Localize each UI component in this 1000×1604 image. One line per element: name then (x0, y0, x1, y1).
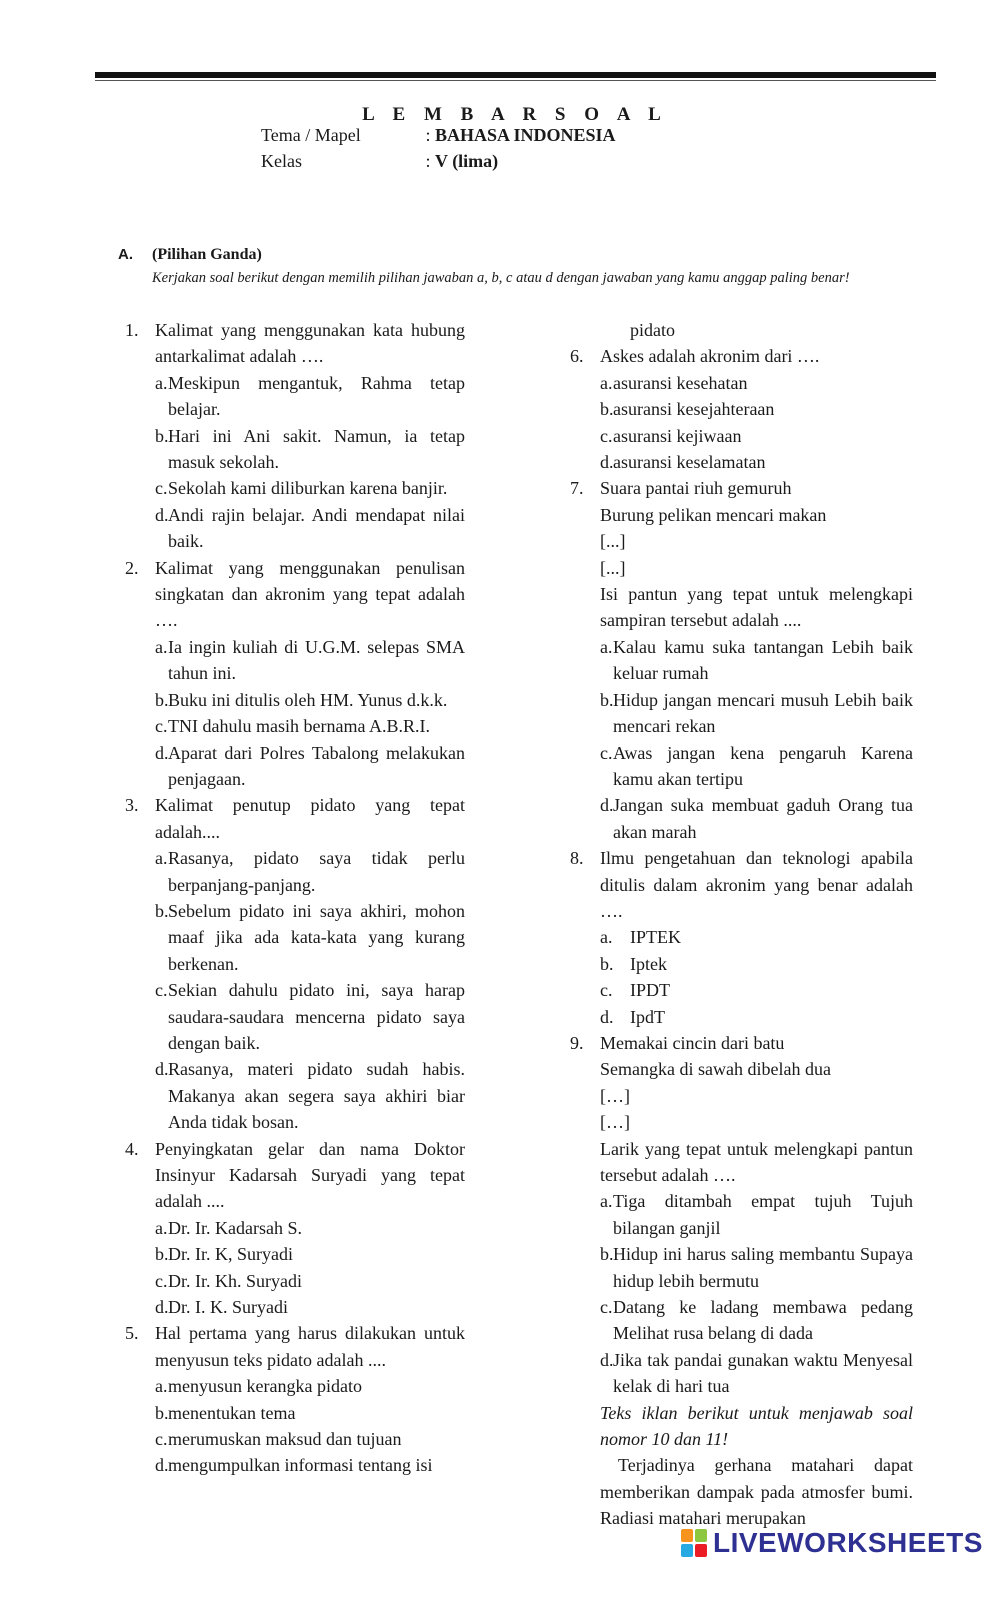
option-letter: b. (600, 689, 614, 710)
option-1a[interactable] (125, 370, 465, 423)
kelas-value: V (lima) (435, 151, 499, 171)
option-letter: b. (155, 425, 169, 446)
option-letter: d. (600, 1006, 614, 1027)
option-text: asuransi keselamatan (613, 452, 766, 473)
option-8a[interactable] (570, 924, 913, 950)
kelas-label: Kelas (261, 151, 302, 171)
question-number: 2. (125, 557, 139, 578)
option-letter: a. (600, 1191, 613, 1212)
option-7c[interactable] (570, 740, 913, 793)
option-text: Aparat dari Polres Tabalong melakukan penjagaan. (168, 742, 465, 789)
option-text: asuransi kesejahteraan (613, 399, 775, 420)
option-letter: c. (155, 980, 168, 1001)
option-4a[interactable] (125, 1215, 465, 1241)
question-1 (125, 317, 465, 370)
section-title: (Pilihan Ganda) (152, 246, 262, 263)
option-letter: b. (600, 399, 614, 420)
option-text: Sekolah kami diliburkan karena banjir. (168, 478, 448, 499)
option-text: Jangan suka membuat gaduh Orang tua akan marah (613, 795, 913, 842)
logo-tile (681, 1544, 693, 1557)
pantun-line: Suara pantai riuh gemuruh (600, 478, 792, 499)
top-rule (95, 72, 936, 78)
question-number: 8. (570, 848, 584, 869)
option-1c[interactable] (125, 475, 465, 501)
logo-tile (695, 1529, 707, 1542)
right-column (570, 317, 913, 1532)
option-6a[interactable] (570, 370, 913, 396)
option-letter: a. (600, 636, 613, 657)
option-3c[interactable] (125, 977, 465, 1056)
question-8 (570, 845, 913, 924)
question-text: Hal pertama yang harus dilakukan untuk menyusun teks pidato adalah .... (155, 1323, 465, 1370)
option-text: Andi rajin belajar. Andi mendapat nilai baik. (168, 504, 465, 552)
option-text: Sebelum pidato ini saya akhiri, mohon maaf jika ada kata-kata yang kurang berkenan. (168, 900, 465, 974)
passage-text: Terjadinya gerhana matahari dapat memberikan dampak pada atmosfer bumi. Radiasi matahari merupakan (600, 1455, 913, 1529)
option-letter: c. (600, 742, 613, 763)
question-2 (125, 555, 465, 634)
liveworksheets-wordmark: LIVEWORKSHEETS (713, 1527, 983, 1558)
option-4b[interactable] (125, 1241, 465, 1267)
option-letter: c. (155, 1429, 168, 1450)
option-text: IPDT (630, 980, 670, 1001)
kelas-colon: : (425, 151, 431, 171)
option-text: IpdT (630, 1006, 665, 1027)
question-number: 7. (570, 478, 584, 499)
option-3d[interactable] (125, 1056, 465, 1135)
option-letter: a. (155, 1376, 168, 1397)
option-text: Kalau kamu suka tantangan Lebih baik keluar rumah (613, 636, 913, 684)
option-letter: a. (155, 848, 168, 869)
pantun-blank: […] (600, 1085, 630, 1106)
question-text: Larik yang tepat untuk melengkapi pantun tersebut adalah …. (600, 1138, 913, 1185)
liveworksheets-icon (681, 1529, 707, 1557)
option-letter: c. (600, 1297, 613, 1318)
option-5d-continuation: pidato (630, 320, 675, 340)
pantun-line: Memakai cincin dari batu (600, 1032, 785, 1053)
option-letter: a. (155, 636, 168, 657)
question-5 (125, 1320, 465, 1373)
option-text: Dr. Ir. Kh. Suryadi (168, 1270, 302, 1291)
option-letter: a. (600, 372, 613, 393)
question-9 (570, 1030, 913, 1056)
option-letter: a. (600, 927, 613, 948)
option-9a[interactable] (570, 1188, 913, 1241)
option-text: Jika tak pandai gunakan waktu Menyesal kelak di hari tua (613, 1349, 913, 1397)
option-text: Hidup jangan mencari musuh Lebih baik mencari rekan (613, 689, 913, 737)
question-3 (125, 792, 465, 845)
option-6d[interactable] (570, 449, 913, 475)
option-letter: c. (155, 1270, 168, 1291)
option-2b[interactable] (125, 687, 465, 713)
option-8b[interactable] (570, 951, 913, 977)
option-letter: d. (600, 795, 614, 816)
option-text: mengumpulkan informasi tentang isi (168, 1455, 433, 1476)
option-text: Dr. I. K. Suryadi (168, 1297, 288, 1318)
option-letter: d. (600, 1349, 614, 1370)
pantun-blank: [...] (600, 557, 626, 578)
option-text: Ia ingin kuliah di U.G.M. selepas SMA tahun ini. (168, 636, 465, 684)
page-title: L E M B A R S O A L (362, 104, 668, 125)
question-number: 9. (570, 1032, 584, 1053)
option-6c[interactable] (570, 423, 913, 449)
tema-label: Tema / Mapel (261, 125, 361, 145)
option-3b[interactable] (125, 898, 465, 977)
option-2a[interactable] (125, 634, 465, 687)
option-letter: a. (155, 1217, 168, 1238)
option-letter: b. (600, 953, 614, 974)
option-letter: d. (155, 742, 169, 763)
option-letter: c. (155, 716, 168, 737)
question-text: Penyingkatan gelar dan nama Doktor Insinyur Kadarsah Suryadi yang tepat adalah .... (155, 1138, 465, 1212)
option-letter: c. (600, 425, 613, 446)
kelas-row (261, 151, 498, 172)
option-4c[interactable] (125, 1268, 465, 1294)
section-instruction: Kerjakan soal berikut dengan memilih pilihan jawaban a, b, c atau d dengan jawaban yang kamu anggap paling benar! (152, 270, 850, 286)
logo-tile (695, 1544, 707, 1557)
option-text: merumuskan maksud dan tujuan (168, 1429, 402, 1450)
option-text: Sekian dahulu pidato ini, saya harap saudara-saudara mencerna pidato saya dengan baik. (168, 980, 465, 1053)
option-letter: b. (155, 900, 169, 921)
option-1b[interactable] (125, 423, 465, 476)
option-5d[interactable] (125, 1452, 465, 1478)
tema-value: BAHASA INDONESIA (435, 125, 616, 145)
option-text: Tiga ditambah empat tujuh Tujuh bilangan ganjil (613, 1191, 913, 1238)
option-text: menentukan tema (168, 1402, 296, 1423)
question-number: 1. (125, 320, 139, 340)
option-text: Hari ini Ani sakit. Namun, ia tetap masuk sekolah. (168, 425, 465, 473)
option-letter: b. (155, 689, 169, 710)
option-2c[interactable] (125, 713, 465, 739)
question-6 (570, 343, 913, 369)
question-7 (570, 475, 913, 501)
question-number: 3. (125, 795, 139, 816)
question-text: Ilmu pengetahuan dan teknologi apabila ditulis dalam akronim yang benar adalah …. (600, 848, 913, 921)
option-letter: b. (155, 1244, 169, 1265)
tema-colon: : (425, 125, 431, 145)
option-text: Buku ini ditulis oleh HM. Yunus d.k.k. (168, 689, 448, 710)
option-6b[interactable] (570, 396, 913, 422)
option-letter: b. (155, 1402, 169, 1423)
question-number: 5. (125, 1323, 139, 1344)
option-text: Meskipun mengantuk, Rahma tetap belajar. (168, 372, 465, 420)
option-1d[interactable] (125, 502, 465, 555)
option-5b[interactable] (125, 1400, 465, 1426)
option-5a[interactable] (125, 1373, 465, 1399)
option-text: Rasanya, pidato saya tidak perlu berpanjang-panjang. (168, 848, 465, 895)
section-letter: A. (118, 246, 133, 263)
tema-row (261, 125, 616, 146)
option-text: asuransi kesehatan (613, 372, 748, 393)
question-4 (125, 1136, 465, 1215)
question-text: Kalimat yang menggunakan penulisan singkatan dan akronim yang tepat adalah …. (155, 557, 465, 631)
option-letter: b. (600, 1244, 614, 1265)
option-text: Datang ke ladang membawa pedang Melihat rusa belang di dada (613, 1297, 913, 1344)
pantun-blank: [...] (600, 531, 626, 552)
pantun-line: Burung pelikan mencari makan (600, 504, 827, 525)
option-letter: c. (600, 980, 613, 1001)
option-7b[interactable] (570, 687, 913, 740)
option-7a[interactable] (570, 634, 913, 687)
option-5c[interactable] (125, 1426, 465, 1452)
option-text: TNI dahulu masih bernama A.B.R.I. (168, 716, 430, 737)
question-number: 4. (125, 1138, 139, 1159)
question-text: Kalimat penutup pidato yang tepat adalah.... (155, 795, 465, 842)
option-7d[interactable] (570, 792, 913, 845)
option-4d[interactable] (125, 1294, 465, 1320)
option-text: Hidup ini harus saling membantu Supaya hidup lebih bermutu (613, 1244, 913, 1291)
option-letter: d. (155, 1297, 169, 1318)
option-8d[interactable] (570, 1004, 913, 1030)
option-text: IPTEK (630, 927, 681, 948)
question-text: Askes adalah akronim dari …. (600, 346, 820, 367)
option-8c[interactable] (570, 977, 913, 1003)
option-2d[interactable] (125, 740, 465, 793)
option-text: Rasanya, materi pidato sudah habis. Makanya akan segera saya akhiri biar Anda tidak bosan. (168, 1059, 465, 1133)
option-text: Dr. Ir. Kadarsah S. (168, 1217, 302, 1238)
left-column (125, 317, 465, 1479)
option-9c[interactable] (570, 1294, 913, 1347)
option-text: Awas jangan kena pengaruh Karena kamu akan tertipu (613, 742, 913, 789)
option-letter: d. (600, 452, 614, 473)
option-3a[interactable] (125, 845, 465, 898)
passage-intro: Teks iklan berikut untuk menjawab soal nomor 10 dan 11! (600, 1402, 913, 1450)
option-text: Dr. Ir. K, Suryadi (168, 1244, 293, 1265)
liveworksheets-logo[interactable] (681, 1523, 983, 1563)
option-letter: d. (155, 1059, 169, 1080)
logo-tile (681, 1529, 693, 1542)
option-text: menyusun kerangka pidato (168, 1376, 362, 1397)
pantun-line: Semangka di sawah dibelah dua (600, 1059, 831, 1080)
question-number: 6. (570, 346, 584, 367)
option-text: Iptek (630, 953, 667, 974)
option-9d[interactable] (570, 1347, 913, 1400)
option-letter: a. (155, 372, 168, 393)
option-9b[interactable] (570, 1241, 913, 1294)
option-letter: d. (155, 1455, 169, 1476)
pantun-blank: […] (600, 1112, 630, 1133)
question-text: Isi pantun yang tepat untuk melengkapi sampiran tersebut adalah .... (600, 584, 913, 631)
option-letter: c. (155, 478, 168, 499)
option-text: asuransi kejiwaan (613, 425, 742, 446)
top-rule-thin (95, 80, 936, 81)
question-text: Kalimat yang menggunakan kata hubung antarkalimat adalah …. (155, 320, 465, 367)
option-letter: d. (155, 504, 169, 525)
